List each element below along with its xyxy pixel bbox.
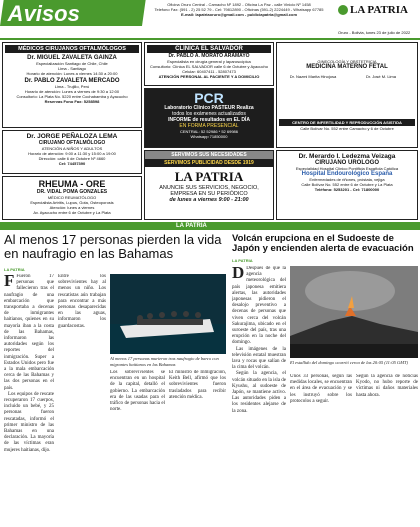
- ad-line: todos los exámenes actualizados: [172, 111, 246, 117]
- hours: Horario de atención: 9:00 a 11:30 y 15:00 a 19:00: [28, 151, 116, 156]
- article-column: El ministro de Inmigración, Keith Bell, afirmó que los sobrevivientes fueron trasladados para recibir atención médica.: [169, 370, 226, 400]
- phone: CENTRAL: 52 52986 * 52 69986: [179, 129, 239, 134]
- phone: Teléfono: 5253201 - Cel: 71800000: [314, 187, 380, 192]
- lab-name: Laboratorio Clínico PASTEUR Realiza: [164, 105, 254, 111]
- ad-line: Especialidad Hospital Clínico Pontificia Española Católica: [295, 166, 399, 171]
- hours: de lunes a viernes 9:00 - 21:00: [169, 197, 249, 203]
- article-column: Los sobrevivientes se encuentran en un hospital de la capital, detalló el gobierno. La embarcación era de las usadas para el tráfico de personas hacia el norte.: [110, 370, 165, 413]
- ad-pcr-laboratorio: [144, 88, 274, 148]
- ad-urologo: [276, 150, 418, 220]
- paper-logo: LA PATRIA: [338, 4, 420, 24]
- ad-title: MÉDICOS CIRUJANOS OFTALMÓLOGOS: [5, 45, 139, 53]
- ad-line: EN FORMA PRESENCIAL: [179, 123, 239, 129]
- ad-title: RHEUMA - ORE: [38, 179, 106, 189]
- specialty: Especialista en cirugía general y laparoscópica: [167, 59, 251, 64]
- ad-line: INFORME de resultados en EL DÍA: [168, 117, 250, 123]
- header-rule: [0, 38, 420, 40]
- address: Av. Ayacucho entre 6 de Octubre y La Plata: [33, 210, 111, 215]
- address: Calle Bolívar No. 552 entre Camacho y 6 de Octubre: [300, 126, 394, 131]
- hours: Horario de atención: Lunes a viernes 14:30 a 20:00: [26, 71, 118, 76]
- specialty: CIRUJANO OFTALMÓLOGO: [38, 140, 106, 146]
- article-source: LA PATRIA: [232, 258, 253, 263]
- ad-title: MEDICINA MATERNO FETAL: [306, 64, 388, 70]
- article-column: Unos 33 personas, según las medidas locales, se encuentran en el área de evacuación y se les instruyó sobre los protocolos a seguir.: [290, 374, 352, 404]
- ad-title: PCR: [194, 90, 224, 106]
- volcano-photo: [290, 266, 418, 358]
- ad-penaloza: [2, 130, 142, 174]
- boat-photo: [110, 274, 226, 354]
- ad-clinica-salvador: [144, 42, 274, 86]
- doctor-name: Dr. PABLO ZAVALETA MERCADO: [24, 78, 120, 84]
- hours: Horario de atención: Lunes a viernes de 9:30 a 12:00: [24, 89, 120, 94]
- specialty: Especialización Santiago de Chile, Chile: [36, 61, 108, 66]
- ad-line: ANUNCIE SUS SERVICIOS, NEGOCIO,: [159, 185, 259, 191]
- doctor-name: DR. VIDAL POMA GONZALES: [36, 189, 108, 195]
- hospital-name: Hospital Endourológico España: [301, 171, 393, 177]
- ad-title: CLÍNICA EL SALVADOR: [147, 45, 271, 53]
- city: Lima - Santiago: [57, 66, 86, 71]
- phone: Reservas Fono Fax: 5258598: [44, 99, 100, 104]
- drop-cap: F: [4, 274, 15, 290]
- ad-la-patria: [144, 150, 274, 220]
- ad-banner: SERVIMOS SUS NECESIDADES: [145, 151, 273, 159]
- section-title: Avisos: [0, 0, 146, 26]
- article-column: F Fueron 17 personas que fallecieron tras el naufragio de una embarcación que transportaba a decenas de inmigrantes haitianos, quienes en su mayoría iban a la costa de las Bahamas, informaron las autoridades según los reportes del inmigración. Super a Estados Unidos pero fue a la mala embarcación cerca de las Bahamas y las dos personas en el país. Los equipos de rescate recuperaron 17 cuerpos, incluido un bebé, y 25 personas fueron rescatadas, informó el primer ministro de las Bahamas en una declaración. La mayoría de las víctimas eran mujeres haitianas, dijo.: [4, 274, 54, 453]
- infertility-box: CENTRO DE INFERTILIDAD Y REPRODUCCIÓN ASISTIDA: [279, 119, 415, 126]
- article-headline: Volcán erupciona en el Sudoeste de Japón y encienden alerta de evacuación: [232, 233, 414, 254]
- ad-banner: SERVIMOS PUBLICIDAD DESDE 1919: [145, 159, 273, 167]
- article-photo: [290, 266, 418, 358]
- ad-line: EMPRESA EN SU PERIÓDICO: [170, 191, 248, 197]
- photo-caption: El estallido del domingo ocurrió cerca de las 20:05 (11:05 GMT): [290, 360, 408, 365]
- ad-line: Enfermedades de riñones, próstata, vejiga: [309, 177, 385, 182]
- article-source: LA PATRIA: [4, 267, 25, 272]
- article-headline: Al menos 17 personas pierden la vida en naufragio en las Bahamas: [4, 232, 222, 261]
- ad-rheuma-ore: [2, 176, 142, 220]
- ad-line: ATENCIÓN A NIÑOS Y ADULTOS: [41, 146, 103, 151]
- doctor-name: Dr. MIGUEL ZAVALETA GAINZA: [27, 55, 117, 61]
- ad-medicos-cirujanos: [2, 42, 142, 128]
- address: Calle Bolívar No. 552 entre 6 de Octubre y La Plata: [301, 182, 393, 187]
- phone: Cel: 74457390: [58, 161, 86, 166]
- address: Dirección: calle 6 de Octubre Nº 4660: [38, 156, 106, 161]
- specialty: MÉDICO REUMATÓLOGO: [47, 195, 97, 200]
- doctor-name: Dr. PABLO A. MORATO ARAMAYO: [168, 53, 250, 59]
- logo-mark-icon: [338, 5, 348, 15]
- doctor-name: Dr. JORGE PEÑALOZA LEMA: [26, 133, 118, 140]
- article-column: Según la agencia de noticias Kyodo, no hubo reporte de víctimas ni daños materiales hasta ahora.: [356, 374, 418, 398]
- specialty: CIRUJANO UROLOGO: [314, 160, 379, 166]
- ad-medicina-materno-fetal: [276, 42, 418, 148]
- ad-line: Especialista Artritis, Lupus, Gota, Osteoporosis: [30, 200, 114, 205]
- doctor-name: Dr. Nazmi Marita Hinojosa: [289, 74, 337, 79]
- dateline: Oruro - Bolivia, lunes 23 de julio de 2022: [338, 30, 411, 35]
- note: ATENCIÓN PERSONAL AL PACIENTE Y A DOMICILIO: [158, 74, 260, 79]
- phone: Whatsapp 71850000: [190, 134, 228, 139]
- hours: Atención: lunes a viernes: [49, 205, 95, 210]
- city: Lima - Trujillo, Perú: [54, 84, 90, 89]
- address: Consultorio: Clínica EL SALVADOR calle 6 de Octubre y Ayacucho: [150, 64, 268, 69]
- article-column: D Después de que la agencia meteorológica del país japonesa emitiera alertas, las autoridades japonesas pidieron el desalojo preventivo a decenas de personas que viven cerca del volcán Sakurajima, ubicado en el suroeste del país, tras una erupción en la noche del domingo. Las imágenes de la televisión estatal muestran lava y rocas que salían de la cima del volcán. Según la agencia, el volcán situado en la isla de Kyushu, al sudoeste de Japón, se mantiene activo. Las autoridades piden a los residentes alejarse de la zona.: [232, 266, 286, 414]
- article-photo: [110, 274, 226, 354]
- page-header: [0, 0, 420, 40]
- ad-subtitle: GINECOLOGÍA Y OBSTETRICIA: [317, 59, 377, 64]
- paper-name: LA PATRIA: [174, 169, 244, 184]
- phone: Celular: 60407411 - 52807473: [182, 69, 236, 74]
- drop-cap: D: [232, 266, 245, 282]
- article-column: Entre los sobrevivientes hay al menos un niño. Los rescatistas aún trabajan para encontrar a más personas desaparecidas en las aguas, informaron los guardacostas.: [58, 274, 106, 329]
- photo-caption: Al menos 17 personas murieron tras naufragio de barco con migrantes haitianos en las Bahamas: [110, 356, 219, 367]
- doctor-name: Dr. Merardo I. Ledezma Veizaga: [298, 153, 396, 160]
- address: Consultorio: La Plata No. 5220 entre Cochabamba y Ayacucho: [16, 94, 128, 99]
- office-info: Oficina Oruro Central - Camacho Nº 1892 - Oficina La Paz - calle Vinicio Nº 1458 Telefono Fax: (591 - 2) 25 52 79 - Cel: 79812890 - Oficinas (591-2) 2224449 - Whatsapp 67785 E-mail: lapatriaoruro@gmail.com - publiciapatria@gmail.com: [154, 2, 324, 17]
- doctor-name: Dr. José M. Lima: [365, 74, 396, 79]
- section-strip: LA PATRIA: [0, 222, 420, 230]
